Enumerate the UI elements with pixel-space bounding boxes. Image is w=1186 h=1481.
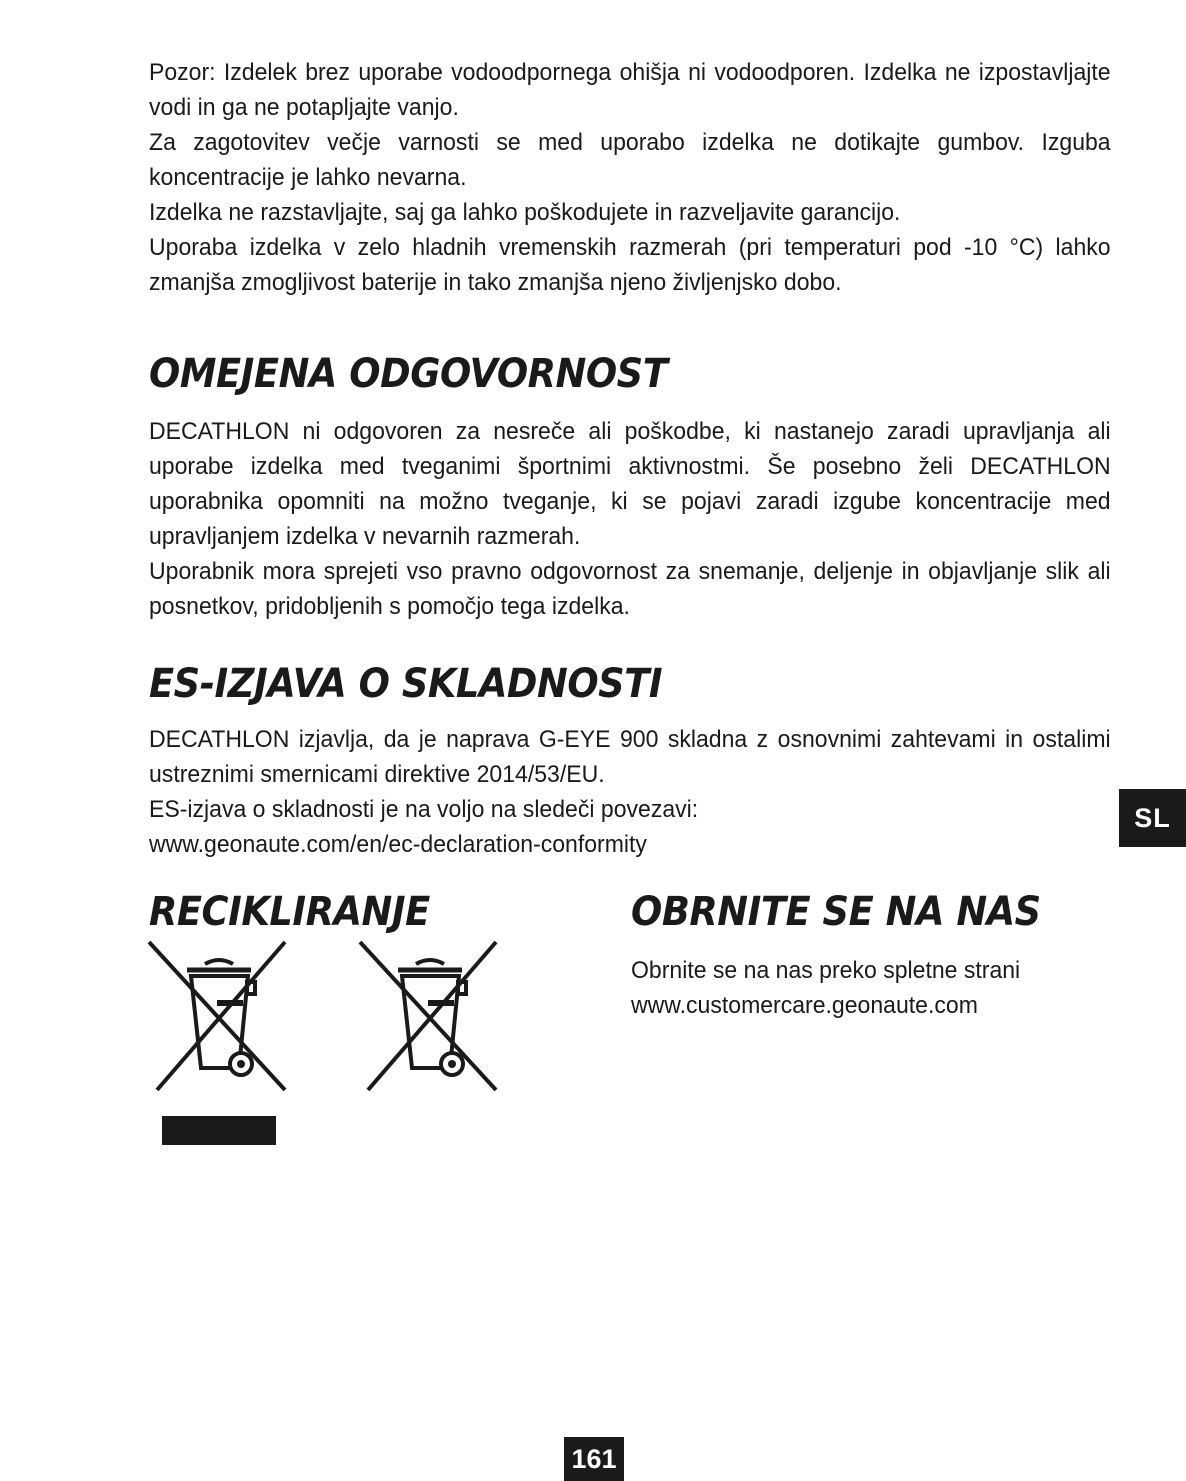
- conformity-paragraph: DECATHLON izjavlja, da je naprava G-EYE 900 skladna z osnovnimi zahtevami in ostalimi ustreznimi smernicami direktive 2014/53/EU.: [149, 726, 1111, 788]
- waterproof-warning: Pozor: Izdelek brez uporabe vodoodpornega ohišja ni vodoodporen. Izdelka ne izpostavljajte vodi in ga ne potapljajte vanjo.: [149, 59, 1111, 121]
- button-safety-warning: Za zagotovitev večje varnosti se med uporabo izdelka ne dotikajte gumbov. Izguba koncentracije je lahko nevarna.: [149, 129, 1111, 191]
- recycling-heading: RECIKLIRANJE: [149, 889, 430, 935]
- crossed-out-wheelie-bin-icon: [147, 940, 292, 1095]
- conformity-link-intro: ES-izjava o skladnosti je na voljo na sledeči povezavi:: [149, 796, 699, 823]
- contact-section: [631, 953, 1111, 1023]
- contact-heading: OBRNITE SE NA NAS: [631, 889, 1041, 935]
- page-number: 161: [564, 1437, 624, 1481]
- conformity-heading: ES-IZJAVA O SKLADNOSTI: [149, 661, 663, 707]
- intro-section: [149, 55, 1111, 300]
- disassembly-warning: Izdelka ne razstavljajte, saj ga lahko poškodujete in razveljavite garancijo.: [149, 199, 901, 226]
- crossed-out-wheelie-bin-icon: [358, 940, 503, 1095]
- conformity-link[interactable]: www.geonaute.com/en/ec-declaration-conformity: [149, 831, 647, 858]
- contact-text: Obrnite se na nas preko spletne strani: [631, 957, 1021, 984]
- contact-link[interactable]: www.customercare.geonaute.com: [631, 992, 978, 1019]
- separate-collection-bar: [162, 1116, 276, 1145]
- language-tab: SL: [1119, 789, 1186, 847]
- user-responsibility-paragraph: Uporabnik mora sprejeti vso pravno odgovornost za snemanje, deljenje in objavljanje slik ali posnetkov, pridobljenih s pomočjo tega izdelka.: [149, 558, 1111, 620]
- conformity-section: [149, 722, 1111, 862]
- cold-weather-warning: Uporaba izdelka v zelo hladnih vremenskih razmerah (pri temperaturi pod -10 °C) lahko zmanjša zmogljivost baterije in tako zmanjša njeno življenjsko dobo.: [149, 234, 1111, 296]
- liability-paragraph: DECATHLON ni odgovoren za nesreče ali poškodbe, ki nastanejo zaradi upravljanja ali uporabe izdelka med tveganimi športnimi aktivnostmi. Še posebno želi DECATHLON uporabnika opomniti na možno tveganje, ki se pojavi zaradi izgube koncentracije med upravljanjem izdelka v nevarnih razmerah.: [149, 418, 1111, 550]
- liability-heading: OMEJENA ODGOVORNOST: [149, 351, 668, 397]
- liability-section: [149, 414, 1111, 624]
